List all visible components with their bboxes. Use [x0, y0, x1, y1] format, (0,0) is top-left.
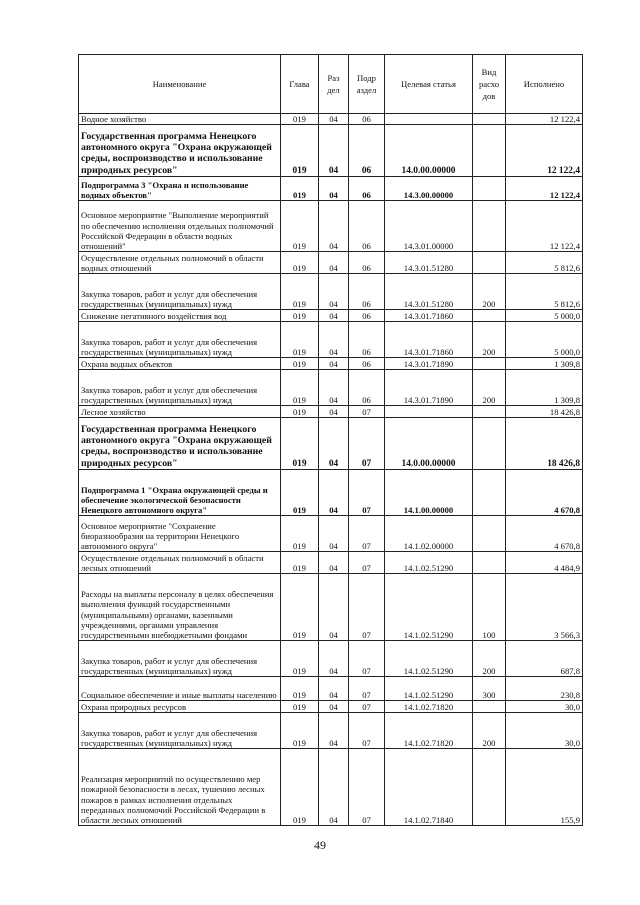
row-target-article: [385, 114, 473, 125]
row-expense-type: [473, 516, 506, 552]
row-section: 04: [319, 677, 349, 701]
row-subsection: 06: [349, 177, 385, 201]
row-target-article: 14.3.01.71890: [385, 370, 473, 406]
row-chapter: 019: [281, 252, 319, 274]
row-subsection: 06: [349, 310, 385, 322]
row-section: 04: [319, 701, 349, 713]
row-section: 04: [319, 418, 349, 470]
row-name: Подпрограмма 1 "Охрана окружающей среды и обеспечение экологической безопасности Ненецкого автономного округа": [79, 470, 281, 516]
row-amount: 12 122,4: [506, 125, 583, 177]
row-name: Закупка товаров, работ и услуг для обеспечения государственных (муниципальных) нужд: [79, 370, 281, 406]
page-number: 49: [314, 838, 326, 852]
row-expense-type: [473, 406, 506, 418]
row-chapter: 019: [281, 114, 319, 125]
row-expense-type: [473, 310, 506, 322]
header-executed: Исполнено: [506, 55, 583, 114]
table-row: [79, 274, 583, 310]
table-row: [79, 177, 583, 201]
row-expense-type: 200: [473, 641, 506, 677]
row-expense-type: [473, 470, 506, 516]
row-subsection: 07: [349, 574, 385, 641]
row-chapter: 019: [281, 470, 319, 516]
row-subsection: 07: [349, 677, 385, 701]
table-row: [79, 370, 583, 406]
row-chapter: 019: [281, 418, 319, 470]
table-row: [79, 406, 583, 418]
row-amount: 3 566,3: [506, 574, 583, 641]
row-chapter: 019: [281, 701, 319, 713]
header-subsection: Подр аздел: [349, 55, 385, 114]
row-section: 04: [319, 125, 349, 177]
row-name: Социальное обеспечение и иные выплаты населению: [79, 677, 281, 701]
row-target-article: 14.3.01.51280: [385, 274, 473, 310]
row-section: 04: [319, 713, 349, 749]
row-subsection: 07: [349, 749, 385, 826]
row-section: 04: [319, 114, 349, 125]
row-target-article: 14.1.02.51290: [385, 641, 473, 677]
row-subsection: 06: [349, 322, 385, 358]
row-chapter: 019: [281, 274, 319, 310]
row-expense-type: [473, 201, 506, 252]
row-chapter: 019: [281, 310, 319, 322]
row-chapter: 019: [281, 574, 319, 641]
row-amount: 12 122,4: [506, 201, 583, 252]
row-name: Осуществление отдельных полномочий в области водных отношений: [79, 252, 281, 274]
row-subsection: 06: [349, 114, 385, 125]
table-row: [79, 252, 583, 274]
table-row: [79, 114, 583, 125]
header-section: Раз дел: [319, 55, 349, 114]
row-name: Закупка товаров, работ и услуг для обеспечения государственных (муниципальных) нужд: [79, 274, 281, 310]
table-row: [79, 322, 583, 358]
row-expense-type: [473, 252, 506, 274]
row-subsection: 06: [349, 125, 385, 177]
row-target-article: 14.1.02.71840: [385, 749, 473, 826]
row-expense-type: 200: [473, 370, 506, 406]
row-chapter: 019: [281, 641, 319, 677]
row-subsection: 07: [349, 552, 385, 574]
row-expense-type: [473, 418, 506, 470]
row-subsection: 06: [349, 370, 385, 406]
row-chapter: 019: [281, 749, 319, 826]
row-name: Основное мероприятие "Выполнение мероприятий по обеспечению исполнения отдельных полномочий Российской Федерации в области водных отношений": [79, 201, 281, 252]
row-amount: 18 426,8: [506, 406, 583, 418]
row-name: Реализация мероприятий по осуществлению мер пожарной безопасности в лесах, тушению лесных пожаров в рамках исполнения отдельных переданных полномочий Российской Федерации в области лесных отношений: [79, 749, 281, 826]
row-expense-type: 300: [473, 677, 506, 701]
row-expense-type: [473, 177, 506, 201]
row-section: 04: [319, 310, 349, 322]
row-subsection: 07: [349, 713, 385, 749]
row-amount: 30,0: [506, 701, 583, 713]
header-name: Наименование: [79, 55, 281, 114]
row-subsection: 07: [349, 406, 385, 418]
table-row: [79, 418, 583, 470]
row-expense-type: 200: [473, 274, 506, 310]
row-amount: 687,8: [506, 641, 583, 677]
row-amount: 4 670,8: [506, 470, 583, 516]
row-section: 04: [319, 370, 349, 406]
row-target-article: 14.1.02.51290: [385, 574, 473, 641]
row-target-article: [385, 406, 473, 418]
table-body: [79, 114, 583, 826]
row-amount: 4 484,9: [506, 552, 583, 574]
row-name: Охрана водных объектов: [79, 358, 281, 370]
row-subsection: 07: [349, 516, 385, 552]
row-target-article: 14.0.00.00000: [385, 418, 473, 470]
row-target-article: 14.1.02.71820: [385, 701, 473, 713]
row-target-article: 14.3.01.51280: [385, 252, 473, 274]
row-target-article: 14.3.01.00000: [385, 201, 473, 252]
row-name: Снижение негативного воздействия вод: [79, 310, 281, 322]
header-chapter: Глава: [281, 55, 319, 114]
row-expense-type: [473, 125, 506, 177]
table-row: [79, 749, 583, 826]
row-chapter: 019: [281, 370, 319, 406]
row-chapter: 019: [281, 322, 319, 358]
table-row: [79, 125, 583, 177]
row-name: Государственная программа Ненецкого автономного округа "Охрана окружающей среды, воспроизводство и использование природных ресурсов": [79, 125, 281, 177]
row-subsection: 06: [349, 358, 385, 370]
row-subsection: 06: [349, 274, 385, 310]
row-name: Закупка товаров, работ и услуг для обеспечения государственных (муниципальных) нужд: [79, 322, 281, 358]
row-amount: 30,0: [506, 713, 583, 749]
table-row: [79, 358, 583, 370]
row-target-article: 14.1.00.00000: [385, 470, 473, 516]
row-target-article: 14.1.02.00000: [385, 516, 473, 552]
row-section: 04: [319, 574, 349, 641]
row-chapter: 019: [281, 516, 319, 552]
table-row: [79, 701, 583, 713]
row-expense-type: [473, 114, 506, 125]
row-amount: 18 426,8: [506, 418, 583, 470]
row-section: 04: [319, 470, 349, 516]
row-subsection: 07: [349, 701, 385, 713]
row-expense-type: 100: [473, 574, 506, 641]
row-section: 04: [319, 177, 349, 201]
row-section: 04: [319, 641, 349, 677]
row-target-article: 14.3.00.00000: [385, 177, 473, 201]
row-subsection: 07: [349, 470, 385, 516]
row-expense-type: 200: [473, 322, 506, 358]
table-row: [79, 516, 583, 552]
table-row: [79, 713, 583, 749]
table-row: [79, 310, 583, 322]
row-name: Осуществление отдельных полномочий в области лесных отношений: [79, 552, 281, 574]
row-amount: 4 670,8: [506, 516, 583, 552]
row-name: Водное хозяйство: [79, 114, 281, 125]
row-name: Закупка товаров, работ и услуг для обеспечения государственных (муниципальных) нужд: [79, 713, 281, 749]
table-row: [79, 470, 583, 516]
table-row: [79, 574, 583, 641]
row-expense-type: 200: [473, 713, 506, 749]
row-amount: 5 812,6: [506, 274, 583, 310]
row-expense-type: [473, 701, 506, 713]
row-name: Лесное хозяйство: [79, 406, 281, 418]
row-chapter: 019: [281, 201, 319, 252]
row-amount: 5 000,0: [506, 322, 583, 358]
row-target-article: 14.0.00.00000: [385, 125, 473, 177]
header-expense-type: Вид расхо дов: [473, 55, 506, 114]
row-target-article: 14.3.01.71890: [385, 358, 473, 370]
table-row: [79, 641, 583, 677]
row-expense-type: [473, 552, 506, 574]
row-amount: 12 122,4: [506, 114, 583, 125]
row-section: 04: [319, 274, 349, 310]
row-target-article: 14.1.02.51290: [385, 552, 473, 574]
row-subsection: 07: [349, 641, 385, 677]
row-section: 04: [319, 201, 349, 252]
row-name: Подпрограмма 3 "Охрана и использование водных объектов": [79, 177, 281, 201]
row-section: 04: [319, 516, 349, 552]
row-target-article: 14.3.01.71860: [385, 310, 473, 322]
row-amount: 5 812,6: [506, 252, 583, 274]
row-subsection: 06: [349, 252, 385, 274]
table-row: [79, 552, 583, 574]
row-name: Расходы на выплаты персоналу в целях обеспечения выполнения функций государственными (муниципальными) органами, казенными учреждениями, органами управления государственными внебюджетными фондами: [79, 574, 281, 641]
row-target-article: 14.1.02.51290: [385, 677, 473, 701]
row-section: 04: [319, 552, 349, 574]
row-section: 04: [319, 322, 349, 358]
row-amount: 230,8: [506, 677, 583, 701]
row-amount: 12 122,4: [506, 177, 583, 201]
table-header-row: [79, 55, 583, 114]
row-section: 04: [319, 252, 349, 274]
row-name: Основное мероприятие "Сохранение биоразнообразия на территории Ненецкого автономного округа": [79, 516, 281, 552]
row-name: Закупка товаров, работ и услуг для обеспечения государственных (муниципальных) нужд: [79, 641, 281, 677]
row-expense-type: [473, 749, 506, 826]
row-target-article: 14.3.01.71860: [385, 322, 473, 358]
table-row: [79, 201, 583, 252]
budget-sheet: [78, 54, 582, 826]
row-name: Охрана природных ресурсов: [79, 701, 281, 713]
row-chapter: 019: [281, 406, 319, 418]
row-amount: 155,9: [506, 749, 583, 826]
row-chapter: 019: [281, 713, 319, 749]
row-section: 04: [319, 358, 349, 370]
row-amount: 1 309,8: [506, 358, 583, 370]
row-target-article: 14.1.02.71820: [385, 713, 473, 749]
row-chapter: 019: [281, 677, 319, 701]
row-name: Государственная программа Ненецкого автономного округа "Охрана окружающей среды, воспроизводство и использование природных ресурсов": [79, 418, 281, 470]
row-section: 04: [319, 749, 349, 826]
row-amount: 5 000,0: [506, 310, 583, 322]
table-row: [79, 677, 583, 701]
row-section: 04: [319, 406, 349, 418]
header-target-article: Целевая статья: [385, 55, 473, 114]
row-chapter: 019: [281, 125, 319, 177]
row-chapter: 019: [281, 552, 319, 574]
row-amount: 1 309,8: [506, 370, 583, 406]
row-chapter: 019: [281, 358, 319, 370]
row-subsection: 07: [349, 418, 385, 470]
row-expense-type: [473, 358, 506, 370]
budget-table: [78, 54, 583, 826]
row-chapter: 019: [281, 177, 319, 201]
row-subsection: 06: [349, 201, 385, 252]
